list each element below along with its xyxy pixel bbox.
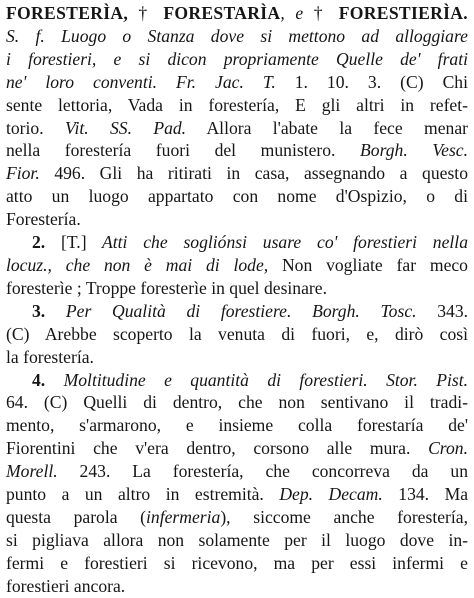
sense-1-line [6, 71, 468, 94]
definition: Moltitudine e quantità di forestieri. [45, 369, 368, 390]
crusca-marker: (C) [28, 392, 68, 413]
quotation: Quelli di dentro, che non sentivano il tradi- [67, 392, 468, 413]
sense-number: 3. [32, 300, 46, 321]
source-citation: Fior. [6, 163, 40, 184]
quotation: Non vogliate far meco [268, 254, 468, 275]
sense-4-line [6, 552, 468, 575]
source-citation: Borgh. Tosc. [291, 300, 417, 321]
quotation: questa parola ( [6, 506, 147, 527]
source-citation: Stor. Pist. [367, 369, 469, 390]
sense-4-line [6, 460, 468, 483]
sense-4-line [6, 391, 468, 414]
quotation: la forestería. [6, 346, 94, 367]
quotation: atto un luogo appartato con nome d'Ospizio, o di [6, 186, 468, 207]
quotation: torio. [6, 117, 44, 138]
sense-4-line [6, 369, 468, 392]
sense-4-line [6, 483, 468, 506]
sense-4-line [6, 414, 468, 437]
sense-number: 4. [32, 369, 46, 390]
citation-reference: 134. [382, 484, 430, 505]
crusca-marker: (C) [6, 323, 30, 344]
sense-1-line [6, 162, 468, 185]
headword: FORESTERÌA [6, 3, 124, 23]
quotation: fermi e forestieri si ricevono, ma per essi infermi e [6, 552, 468, 573]
definition: locuz., che non è mai di lode, [6, 254, 269, 275]
quotation: Chi [423, 71, 468, 92]
dictionary-entry [6, 2, 468, 598]
definition: Atti che sogliónsi usare co' forestieri nella [86, 232, 468, 253]
source-citation: Fr. Jac. T. [157, 71, 276, 92]
sense-1-line [6, 25, 468, 48]
citation-reference: 64. [6, 392, 28, 413]
italic-term: infermeria [146, 506, 221, 527]
sense-1-line [6, 117, 468, 140]
tuscan-tag: [T.] [45, 232, 87, 253]
citation-reference: 1. 10. 3. [275, 71, 382, 92]
headword-variant: FORESTARÌA [163, 3, 281, 23]
sense-1-line [6, 94, 468, 117]
quotation: 243. La forestería, che concorreva da un [57, 461, 468, 482]
sense-4-line [6, 575, 468, 598]
sense-3-line [6, 346, 468, 369]
quotation: Ma [429, 484, 469, 505]
grammar-label: S. f. [6, 25, 45, 46]
definition: Per Qualità di forestiere. [45, 300, 292, 321]
quotation: sente lettoria, Vada in forestería, E gli altri in refet- [6, 94, 468, 115]
sense-4-line [6, 529, 468, 552]
obsolete-cross-marker: † [138, 3, 154, 23]
source-citation: Morell. [6, 461, 58, 482]
definition: i forestieri, e si dicon propriamente Quelle de' frati [6, 48, 468, 69]
sense-2-line [6, 254, 468, 277]
quotation: Forestería. [6, 209, 81, 230]
sense-2-line [6, 277, 468, 300]
quotation: Fiorentini che v'era dentro, corsono alle mura. [6, 438, 411, 459]
quotation: foresterìe ; Troppe foresterìe in quel desinare. [6, 277, 327, 298]
sense-number: 2. [32, 232, 46, 253]
entry-headline: FORESTERÌA, † FORESTARÌA, e † FORESTIERÌA. [6, 3, 468, 23]
source-citation: Borgh. Vesc. [335, 140, 469, 161]
quotation: 496. Gli ha ritirati in casa, assegnando a questo [39, 163, 468, 184]
sense-1-line [6, 185, 468, 208]
quotation: forestieri ancora. [6, 575, 126, 596]
source-citation: Cron. [410, 438, 468, 459]
sense-4-line [6, 506, 468, 529]
obsolete-cross-marker: † [313, 3, 329, 23]
sense-1-line [6, 208, 468, 231]
quotation: Arebbe scoperto la venuta di fuori, e, dirò così [29, 323, 468, 344]
sense-3-line [6, 323, 468, 346]
source-citation: Dep. Decam. [263, 484, 383, 505]
sense-4-line [6, 437, 468, 460]
crusca-marker: (C) [381, 71, 424, 92]
quotation: si pigliava allora non solamente per il luogo dove in- [6, 529, 468, 550]
quotation: Allora l'abate la fece menar [186, 117, 468, 138]
sense-3-line [6, 300, 468, 323]
headword-variant: FORESTIERÌA [338, 3, 464, 23]
quotation: mento, s'armarono, e insieme colla forestaría de' [6, 415, 468, 436]
quotation: nella forestería fuori del munistero. [6, 140, 336, 161]
sense-1-line [6, 48, 468, 71]
definition: Luogo o Stanza dove si mettono ad alloggiare [44, 25, 468, 46]
quotation: punto a un altro in estremità. [6, 484, 264, 505]
citation-reference: 343. [416, 300, 469, 321]
definition: ne' loro conventi. [6, 71, 158, 92]
source-citation: Vit. SS. Pad. [43, 117, 187, 138]
sense-2-line [6, 231, 468, 254]
sense-1-line [6, 139, 468, 162]
quotation: ), siccome anche forestería, [220, 506, 468, 527]
